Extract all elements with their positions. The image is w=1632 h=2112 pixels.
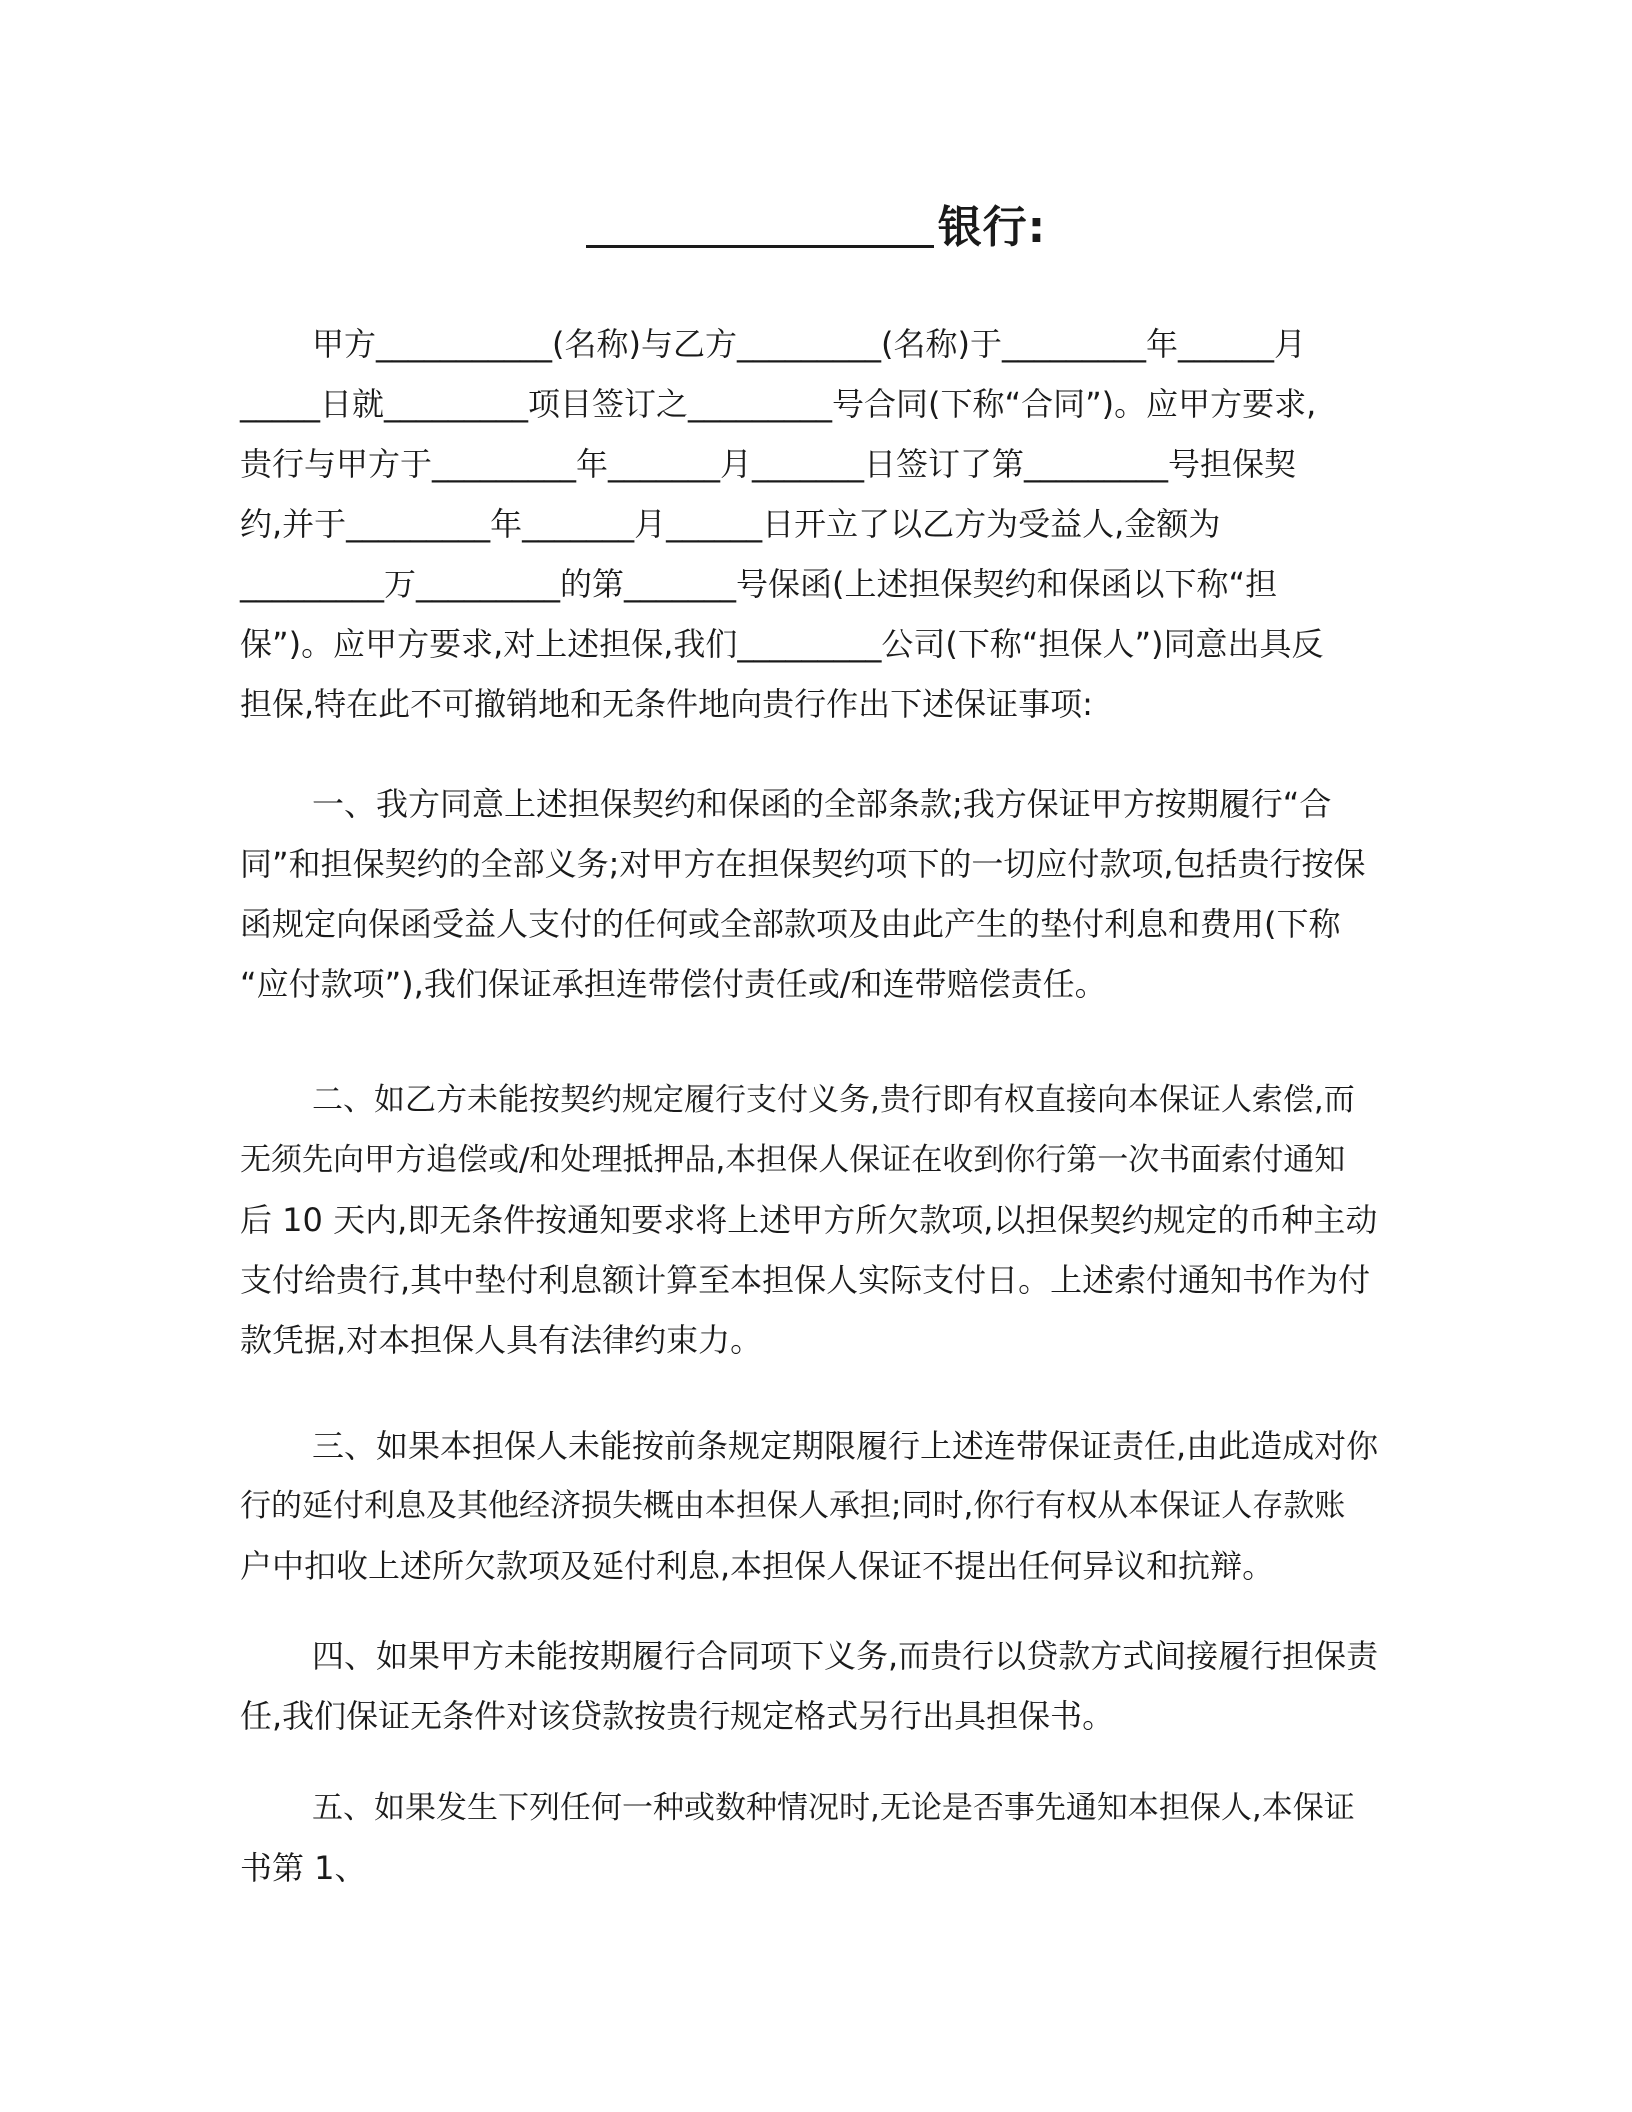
paragraph-line: 五、如果发生下列任何一种或数种情况时,无论是否事先通知本担保人,本保证 [312, 1790, 1355, 1826]
paragraph-clause-2 [240, 1070, 1380, 1370]
paragraph-line: 书第 1、 [240, 1849, 367, 1887]
paragraph-clause-3 [240, 1416, 1380, 1596]
paragraph-line: 后 10 天内,即无条件按通知要求将上述甲方所欠款项,以担保契约规定的币种主动 [240, 1201, 1378, 1239]
paragraph-clause-1 [240, 774, 1380, 1014]
paragraph-line: 四、如果甲方未能按期履行合同项下义务,而贵行以贷款方式间接履行担保责 [312, 1637, 1379, 1675]
paragraph-line: _________万_________的第_______号保函(上述担保契约和保函以下称“担 [240, 565, 1278, 603]
paragraph-line: 三、如果本担保人未能按前条规定期限履行上述连带保证责任,由此造成对你 [312, 1427, 1379, 1465]
paragraph-line: 一、我方同意上述担保契约和保函的全部条款;我方保证甲方按期履行“合 [312, 785, 1332, 823]
paragraph-preamble [240, 314, 1380, 734]
paragraph-line: 同”和担保契约的全部义务;对甲方在担保契约项下的一切应付款项,包括贵行按保 [240, 845, 1366, 883]
paragraph-line: 款凭据,对本担保人具有法律约束力。 [240, 1321, 763, 1359]
document-title [0, 198, 1632, 258]
paragraph-line: “应付款项”),我们保证承担连带偿付责任或/和连带赔偿责任。 [240, 965, 1107, 1003]
paragraph-line: 二、如乙方未能按契约规定履行支付义务,贵行即有权直接向本保证人索偿,而 [312, 1082, 1355, 1118]
paragraph-line: 行的延付利息及其他经济损失概由本担保人承担;同时,你行有权从本保证人存款账 [240, 1488, 1346, 1524]
paragraph-line: _____日就_________项目签订之_________号合同(下称“合同”)。应甲方要求, [240, 385, 1317, 423]
paragraph-line: 函规定向保函受益人支付的任何或全部款项及由此产生的垫付利息和费用(下称 [240, 905, 1341, 943]
paragraph-clause-4 [240, 1626, 1380, 1746]
paragraph-line: 担保,特在此不可撤销地和无条件地向贵行作出下述保证事项: [240, 685, 1093, 723]
paragraph-clause-5 [240, 1778, 1380, 1898]
title-blank-line [586, 199, 934, 248]
paragraph-line: 任,我们保证无条件对该贷款按贵行规定格式另行出具担保书。 [240, 1697, 1115, 1735]
paragraph-line: 甲方___________(名称)与乙方_________(名称)于_________年______月 [312, 325, 1306, 363]
title-text: 银行: [937, 202, 1047, 253]
paragraph-line: 贵行与甲方于_________年_______月_______日签订了第_________号担保契 [240, 445, 1297, 483]
paragraph-line: 无须先向甲方追偿或/和处理抵押品,本担保人保证在收到你行第一次书面索付通知 [240, 1142, 1346, 1178]
paragraph-line: 约,并于_________年_______月______日开立了以乙方为受益人,金额为 [240, 505, 1221, 543]
paragraph-line: 保”)。应甲方要求,对上述担保,我们_________公司(下称“担保人”)同意出具反 [240, 625, 1324, 663]
paragraph-line: 户中扣收上述所欠款项及延付利息,本担保人保证不提出任何异议和抗辩。 [240, 1547, 1275, 1585]
paragraph-line: 支付给贵行,其中垫付利息额计算至本担保人实际支付日。上述索付通知书作为付 [240, 1261, 1371, 1299]
